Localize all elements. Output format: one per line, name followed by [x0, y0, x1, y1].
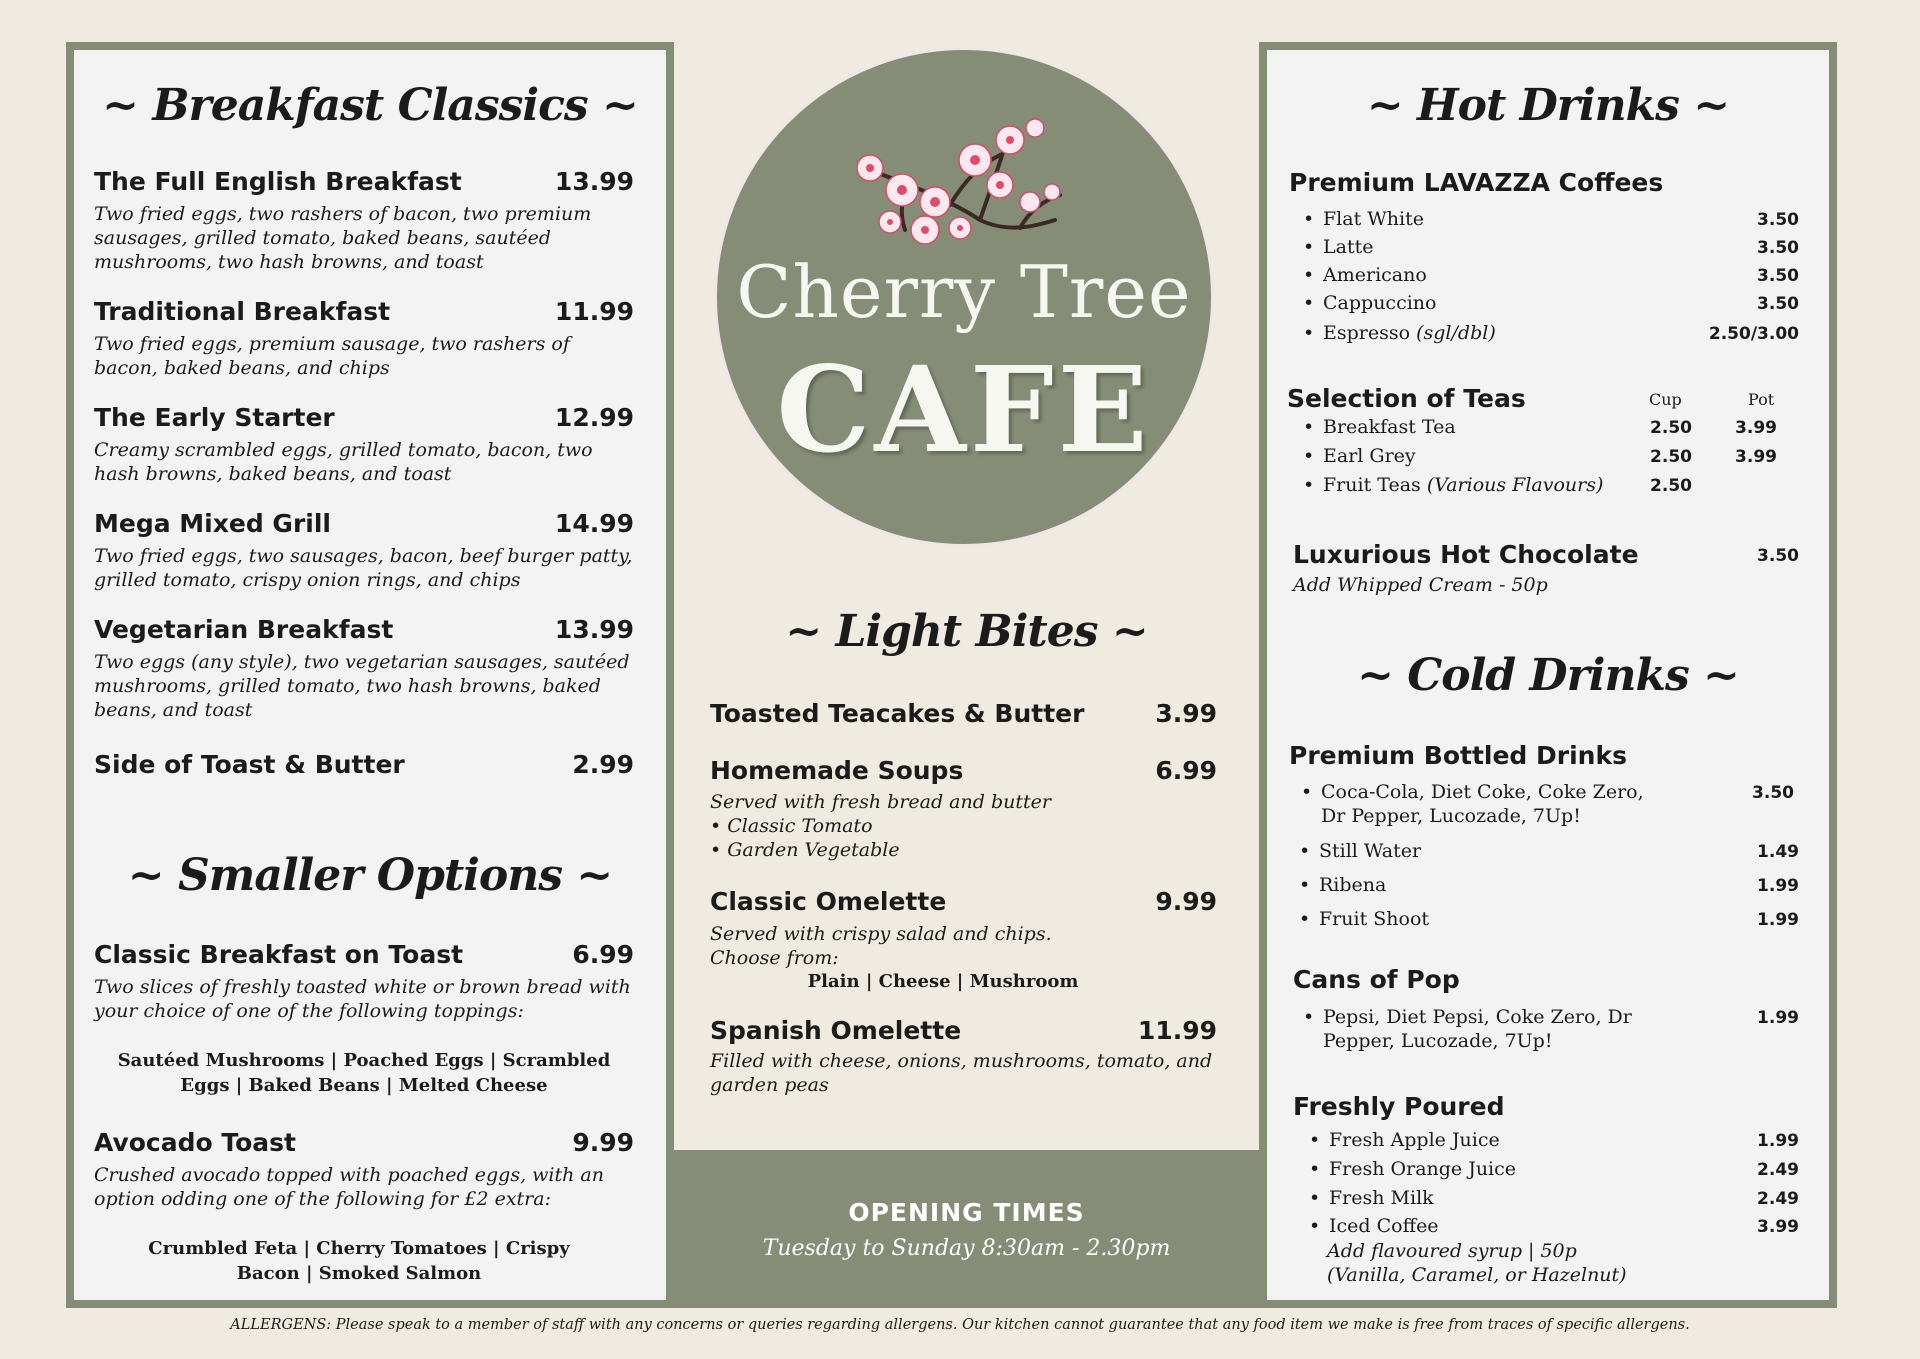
breakfast-heading: ~ Breakfast Classics ~ [102, 80, 638, 131]
item-description: Filled with cheese, onions, mushrooms, tomato, and garden peas [710, 1050, 1213, 1096]
drink-name: Dr Pepper, Lucozade, 7Up! [1321, 805, 1581, 827]
drink-name: Pepper, Lucozade, 7Up! [1323, 1030, 1553, 1052]
drink-name: • Pepsi, Diet Pepsi, Coke Zero, Dr [1323, 1006, 1632, 1028]
item-description: Served with crispy salad and chips. [710, 923, 1052, 945]
drink-price: 1.99 [1757, 1008, 1799, 1028]
drink-note: (Various Flavours) [1426, 474, 1604, 496]
item-name: Traditional Breakfast [94, 297, 391, 326]
topping-options: Sautéed Mushrooms | Poached Eggs | Scrambled Eggs | Baked Beans | Melted Cheese [117, 1050, 611, 1096]
item-price: 6.99 [572, 940, 634, 969]
drink-name: • Breakfast Tea [1323, 416, 1456, 438]
item-description: Two slices of freshly toasted white or brown bread with your choice of one of the following toppings: [94, 976, 631, 1022]
poured-heading: Freshly Poured [1293, 1092, 1505, 1121]
drink-name: • Cappuccino [1323, 292, 1436, 314]
item-price: 9.99 [572, 1128, 634, 1157]
drink-price: 1.99 [1757, 876, 1799, 896]
item-name: Classic Breakfast on Toast [94, 940, 464, 969]
item-description: Creamy scrambled eggs, grilled tomato, bacon, two hash browns, baked beans, and toast [94, 439, 593, 485]
item-price: 13.99 [554, 167, 634, 196]
item-name: The Early Starter [94, 403, 335, 432]
drink-name: • Flat White [1323, 208, 1424, 230]
item-description: • Classic Tomato [710, 815, 873, 837]
hot-drinks-heading: ~ Hot Drinks ~ [1366, 80, 1730, 131]
item-description: Choose from: [710, 947, 839, 969]
opening-times-text: Tuesday to Sunday 8:30am - 2.30pm [762, 1236, 1171, 1261]
drink-name: • Fresh Milk [1329, 1187, 1434, 1209]
light-bites-heading: ~ Light Bites ~ [785, 606, 1148, 657]
drink-price: 2.49 [1757, 1160, 1799, 1180]
item-price: 6.99 [1155, 756, 1217, 785]
drink-price: 3.99 [1757, 1217, 1799, 1237]
breakfast-panel [66, 42, 674, 1308]
tea-cup-column: Cup [1649, 390, 1682, 409]
drink-name: • Ribena [1319, 874, 1386, 896]
opening-times-banner [674, 1150, 1259, 1308]
drink-name: • Latte [1323, 236, 1373, 258]
drink-name: • Fresh Orange Juice [1329, 1158, 1516, 1180]
tea-heading: Selection of Teas [1287, 384, 1526, 413]
syrup-flavours: (Vanilla, Caramel, or Hazelnut) [1327, 1264, 1627, 1286]
bottled-heading: Premium Bottled Drinks [1289, 741, 1627, 770]
drink-price: 3.50 [1757, 294, 1799, 314]
cans-heading: Cans of Pop [1293, 965, 1460, 994]
drink-name: • Fresh Apple Juice [1329, 1129, 1500, 1151]
tea-cup-price: 2.50 [1650, 418, 1692, 438]
item-name: Spanish Omelette [710, 1016, 962, 1045]
item-name: Side of Toast & Butter [94, 750, 405, 779]
hot-chocolate-note: Add Whipped Cream - 50p [1293, 574, 1548, 596]
drink-price: 1.49 [1757, 842, 1799, 862]
drink-name: • Americano [1323, 264, 1427, 286]
item-name: The Full English Breakfast [94, 167, 462, 196]
opening-times-heading: OPENING TIMES [848, 1198, 1085, 1227]
item-price: 14.99 [554, 509, 634, 538]
item-price: 11.99 [554, 297, 634, 326]
item-description: Crushed avocado topped with poached eggs, with an option odding one of the following for £2 extra: [94, 1164, 604, 1210]
item-description: Two fried eggs, premium sausage, two rashers of bacon, baked beans, and chips [94, 333, 570, 379]
item-price: 13.99 [554, 615, 634, 644]
allergens-notice: ALLERGENS: Please speak to a member of staff with any concerns or queries regarding allergens. Our kitchen cannot guarantee that any food item we make is free from traces of specific allergens. [230, 1317, 1690, 1333]
topping-options: Crumbled Feta | Cherry Tomatoes | Crispy Bacon | Smoked Salmon [148, 1238, 570, 1284]
omelette-options: Plain | Cheese | Mushroom [807, 971, 1079, 992]
item-name: Mega Mixed Grill [94, 509, 331, 538]
drink-price: 3.50 [1757, 238, 1799, 258]
tea-pot-price: 3.99 [1735, 418, 1777, 438]
drink-note: (sgl/dbl) [1416, 322, 1496, 344]
cherry-blossom-icon [830, 110, 1070, 260]
item-description: • Garden Vegetable [710, 839, 900, 861]
tea-cup-price: 2.50 [1650, 476, 1692, 496]
item-name: Vegetarian Breakfast [94, 615, 394, 644]
drink-name: • Iced Coffee [1329, 1215, 1439, 1237]
drink-price: 3.50 [1752, 783, 1794, 803]
drink-price: 3.50 [1757, 210, 1799, 230]
item-description: Two fried eggs, two sausages, bacon, beef burger patty, grilled tomato, crispy onion rings, and chips [94, 545, 633, 591]
cold-drinks-heading: ~ Cold Drinks ~ [1357, 650, 1739, 701]
item-price: 11.99 [1137, 1016, 1217, 1045]
item-description: Two eggs (any style), two vegetarian sausages, sautéed mushrooms, grilled tomato, two hash browns, baked beans, and toast [94, 651, 630, 721]
tea-pot-price: 3.99 [1735, 447, 1777, 467]
smaller-options-heading: ~ Smaller Options ~ [127, 850, 613, 901]
tea-pot-column: Pot [1748, 390, 1775, 409]
item-price: 2.99 [572, 750, 634, 779]
drink-name: • Still Water [1319, 840, 1421, 862]
item-description: Served with fresh bread and butter [710, 791, 1051, 813]
item-name: Avocado Toast [94, 1128, 297, 1157]
drink-price: 2.49 [1757, 1189, 1799, 1209]
drink-name: • Coca-Cola, Diet Coke, Coke Zero, [1321, 781, 1644, 803]
item-name: Toasted Teacakes & Butter [710, 699, 1085, 728]
item-price: 12.99 [554, 403, 634, 432]
item-name: Homemade Soups [710, 756, 964, 785]
drink-name: • Fruit Teas (Various Flavours) [1323, 474, 1603, 496]
drink-price: 3.50 [1757, 266, 1799, 286]
item-description: Two fried eggs, two rashers of bacon, two premium sausages, grilled tomato, baked beans, sautéed mushrooms, two hash browns, and toast [94, 203, 592, 273]
drinks-panel [1259, 42, 1837, 1308]
syrup-note: Add flavoured syrup | 50p [1327, 1240, 1577, 1262]
logo-title-line2: CAFE [776, 340, 1152, 479]
item-price: 9.99 [1155, 887, 1217, 916]
drink-name: • Espresso (sgl/dbl) [1323, 322, 1496, 344]
drink-price: 2.50/3.00 [1708, 324, 1799, 344]
drink-price: 1.99 [1757, 910, 1799, 930]
item-name: Classic Omelette [710, 887, 947, 916]
item-price: 3.99 [1155, 699, 1217, 728]
hot-chocolate-price: 3.50 [1757, 546, 1799, 566]
drink-name: • Fruit Shoot [1319, 908, 1429, 930]
logo-title-line1: Cherry Tree [736, 250, 1192, 334]
hot-chocolate-name: Luxurious Hot Chocolate [1293, 540, 1639, 569]
tea-cup-price: 2.50 [1650, 447, 1692, 467]
drink-price: 1.99 [1757, 1131, 1799, 1151]
coffee-heading: Premium LAVAZZA Coffees [1289, 168, 1664, 197]
drink-name: • Earl Grey [1323, 445, 1416, 467]
